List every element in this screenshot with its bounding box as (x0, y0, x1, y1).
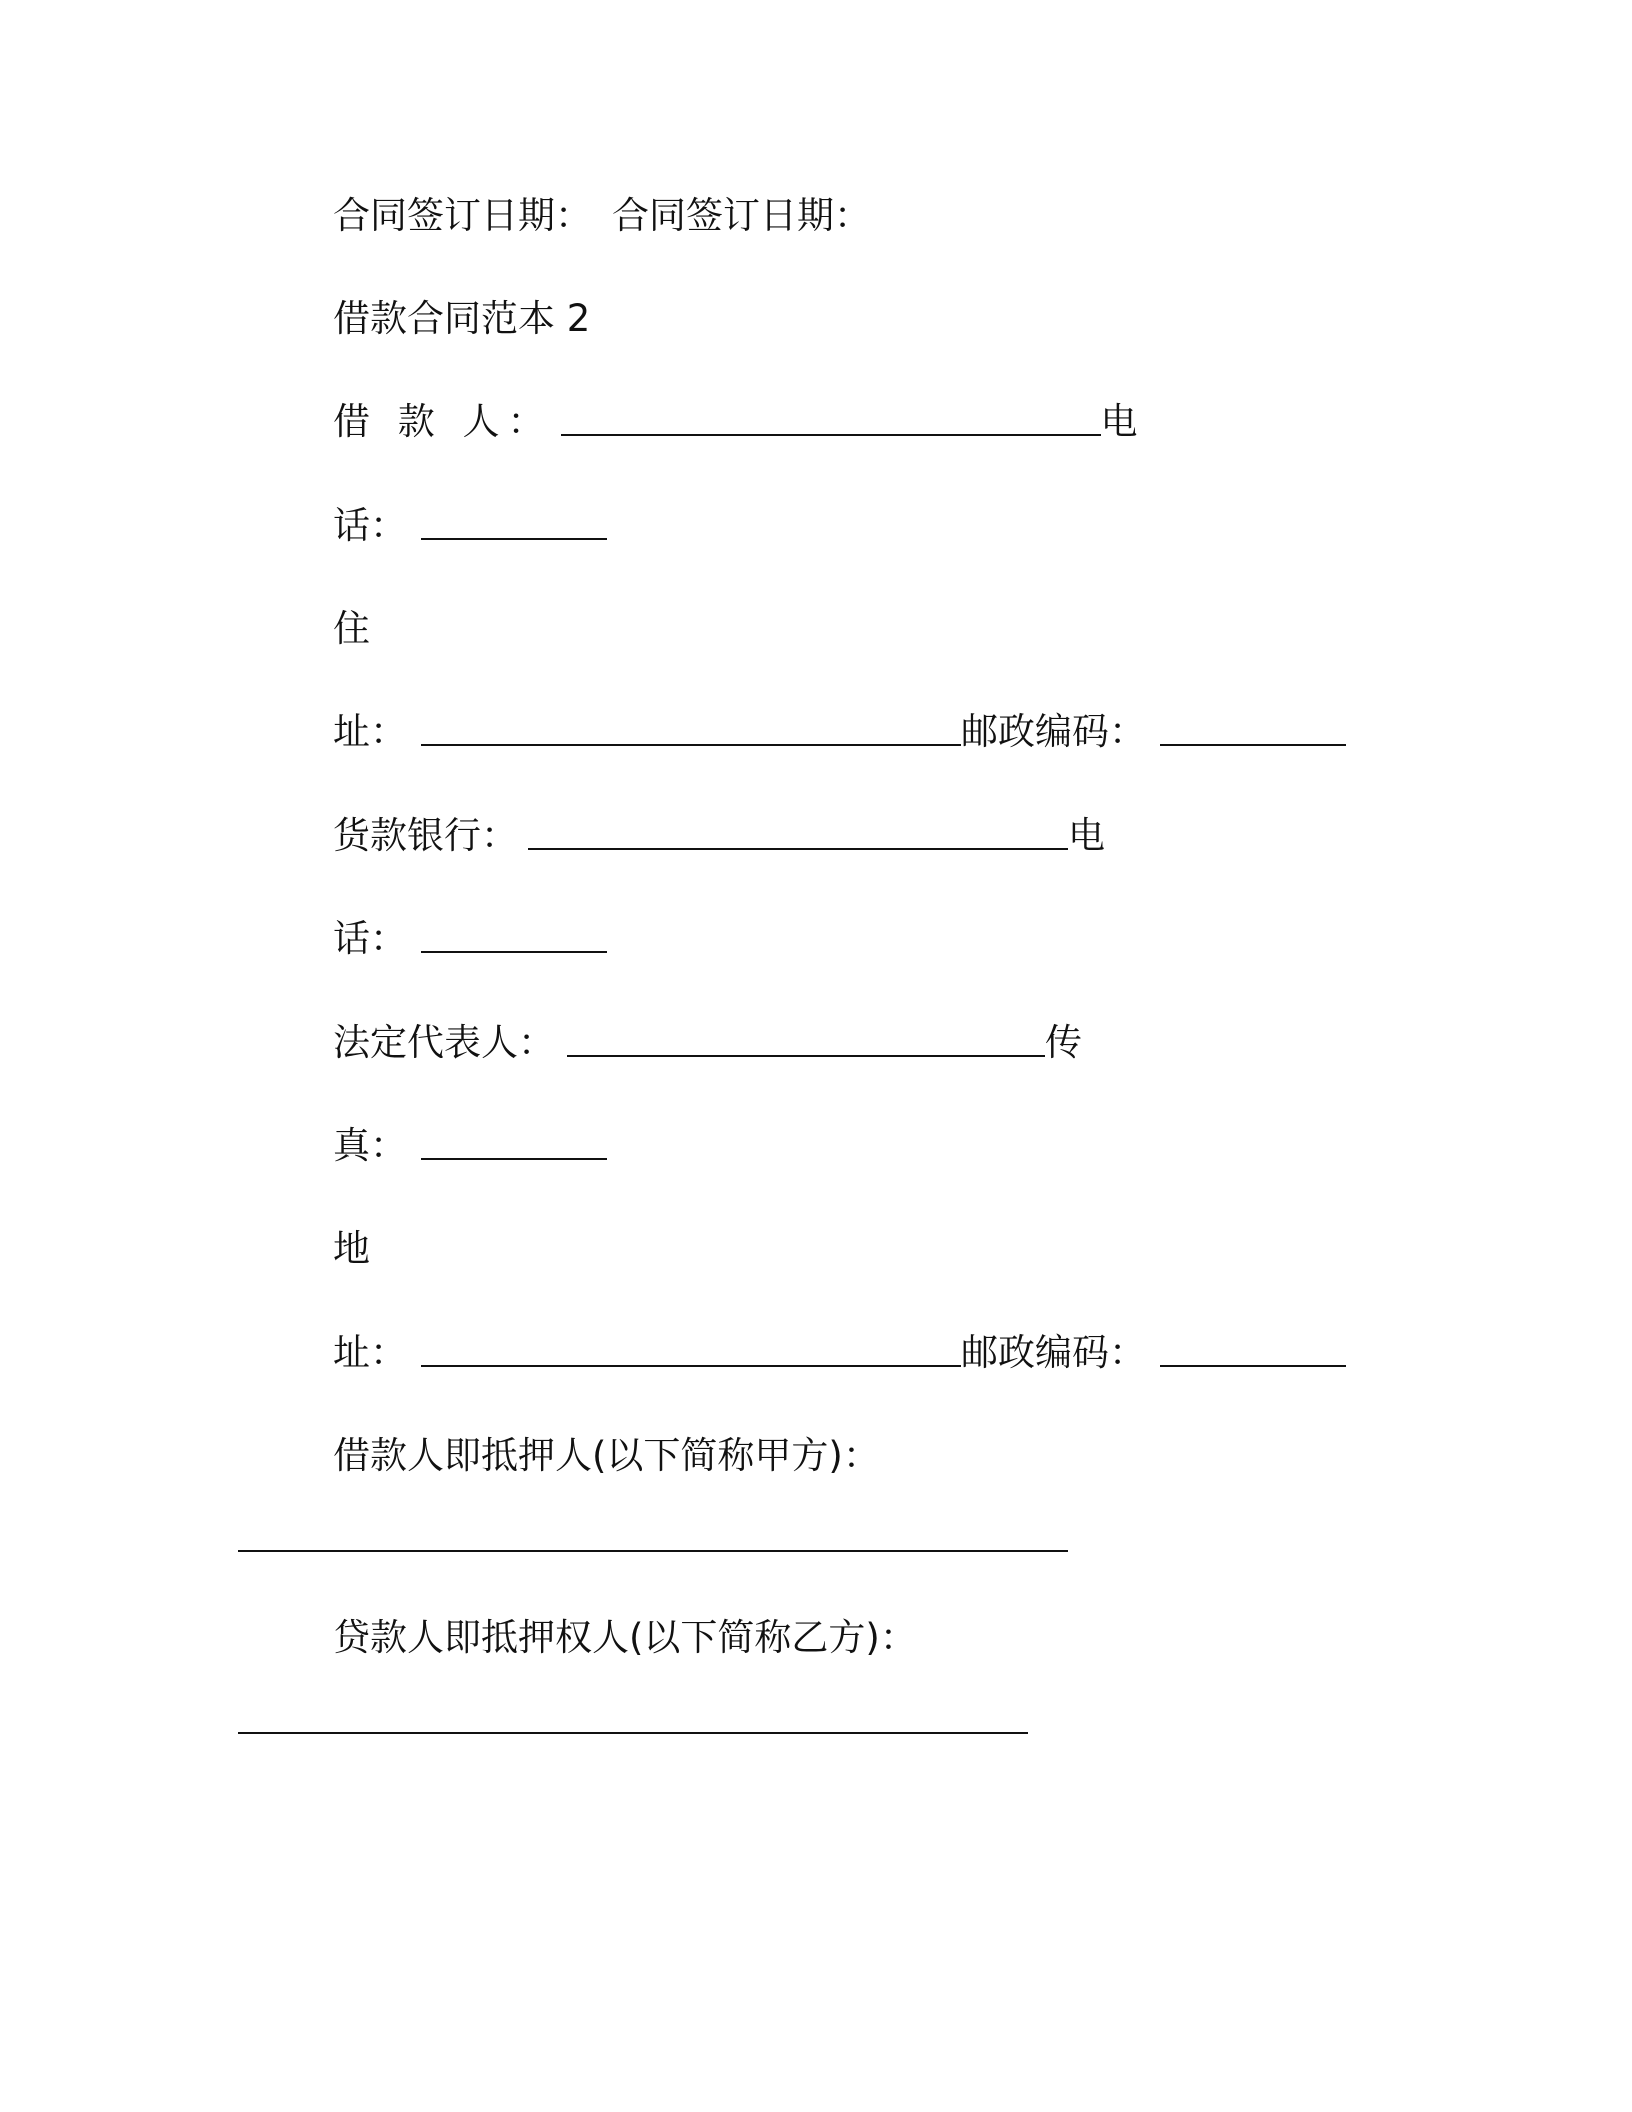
address-2-postal-blank[interactable] (1160, 1365, 1346, 1367)
fax-blank[interactable] (421, 1158, 607, 1160)
contract-date-line (333, 190, 871, 242)
bank-phone-suffix: 话： (333, 917, 407, 960)
contract-date-label-1: 合同签订日期： (333, 194, 592, 237)
contract-date-label-2: 合同签订日期： (612, 194, 871, 237)
party-b-blank[interactable] (238, 1732, 1028, 1734)
address-1-prefix: 住 (333, 607, 370, 650)
fax-suffix: 真： (333, 1124, 407, 1167)
legal-rep-blank[interactable] (567, 1055, 1045, 1057)
legal-rep-fax-prefix: 传 (1045, 1021, 1082, 1064)
borrower-name-blank[interactable] (561, 434, 1101, 436)
borrower-label: 借 款 人： (333, 400, 553, 443)
borrower-phone-blank[interactable] (421, 538, 607, 540)
address-1-line (333, 706, 1346, 758)
address-2-suffix: 址： (333, 1331, 407, 1374)
address-1-blank[interactable] (421, 744, 961, 746)
party-b-line (333, 1612, 917, 1664)
heading-text: 借款合同范本 2 (333, 297, 591, 340)
address-2-prefix-line (333, 1223, 370, 1275)
address-2-line (333, 1327, 1346, 1379)
address-2-postal-label: 邮政编码： (961, 1331, 1146, 1374)
party-a-label: 借款人即抵押人(以下简称甲方)： (333, 1434, 880, 1477)
legal-rep-label: 法定代表人： (333, 1021, 555, 1064)
fax-line (333, 1120, 607, 1172)
party-a-line (333, 1430, 880, 1482)
address-1-postal-label: 邮政编码： (961, 710, 1146, 753)
bank-name-blank[interactable] (528, 848, 1068, 850)
bank-phone-prefix: 电 (1068, 814, 1105, 857)
legal-rep-line (333, 1017, 1082, 1069)
document-heading (333, 293, 590, 345)
borrower-phone-suffix: 话： (333, 504, 407, 547)
address-1-suffix: 址： (333, 710, 407, 753)
bank-label: 货款银行： (333, 814, 518, 857)
bank-phone-line (333, 913, 607, 965)
address-2-prefix: 地 (333, 1227, 370, 1270)
borrower-line (333, 396, 1138, 448)
borrower-phone-prefix: 电 (1100, 400, 1138, 443)
party-b-label: 贷款人即抵押权人(以下简称乙方)： (333, 1616, 917, 1659)
address-1-postal-blank[interactable] (1160, 744, 1346, 746)
bank-line (333, 810, 1105, 862)
borrower-phone-line (333, 500, 607, 552)
address-1-prefix-line (333, 603, 370, 655)
address-2-blank[interactable] (421, 1365, 961, 1367)
bank-phone-blank[interactable] (421, 951, 607, 953)
party-a-blank[interactable] (238, 1550, 1068, 1552)
